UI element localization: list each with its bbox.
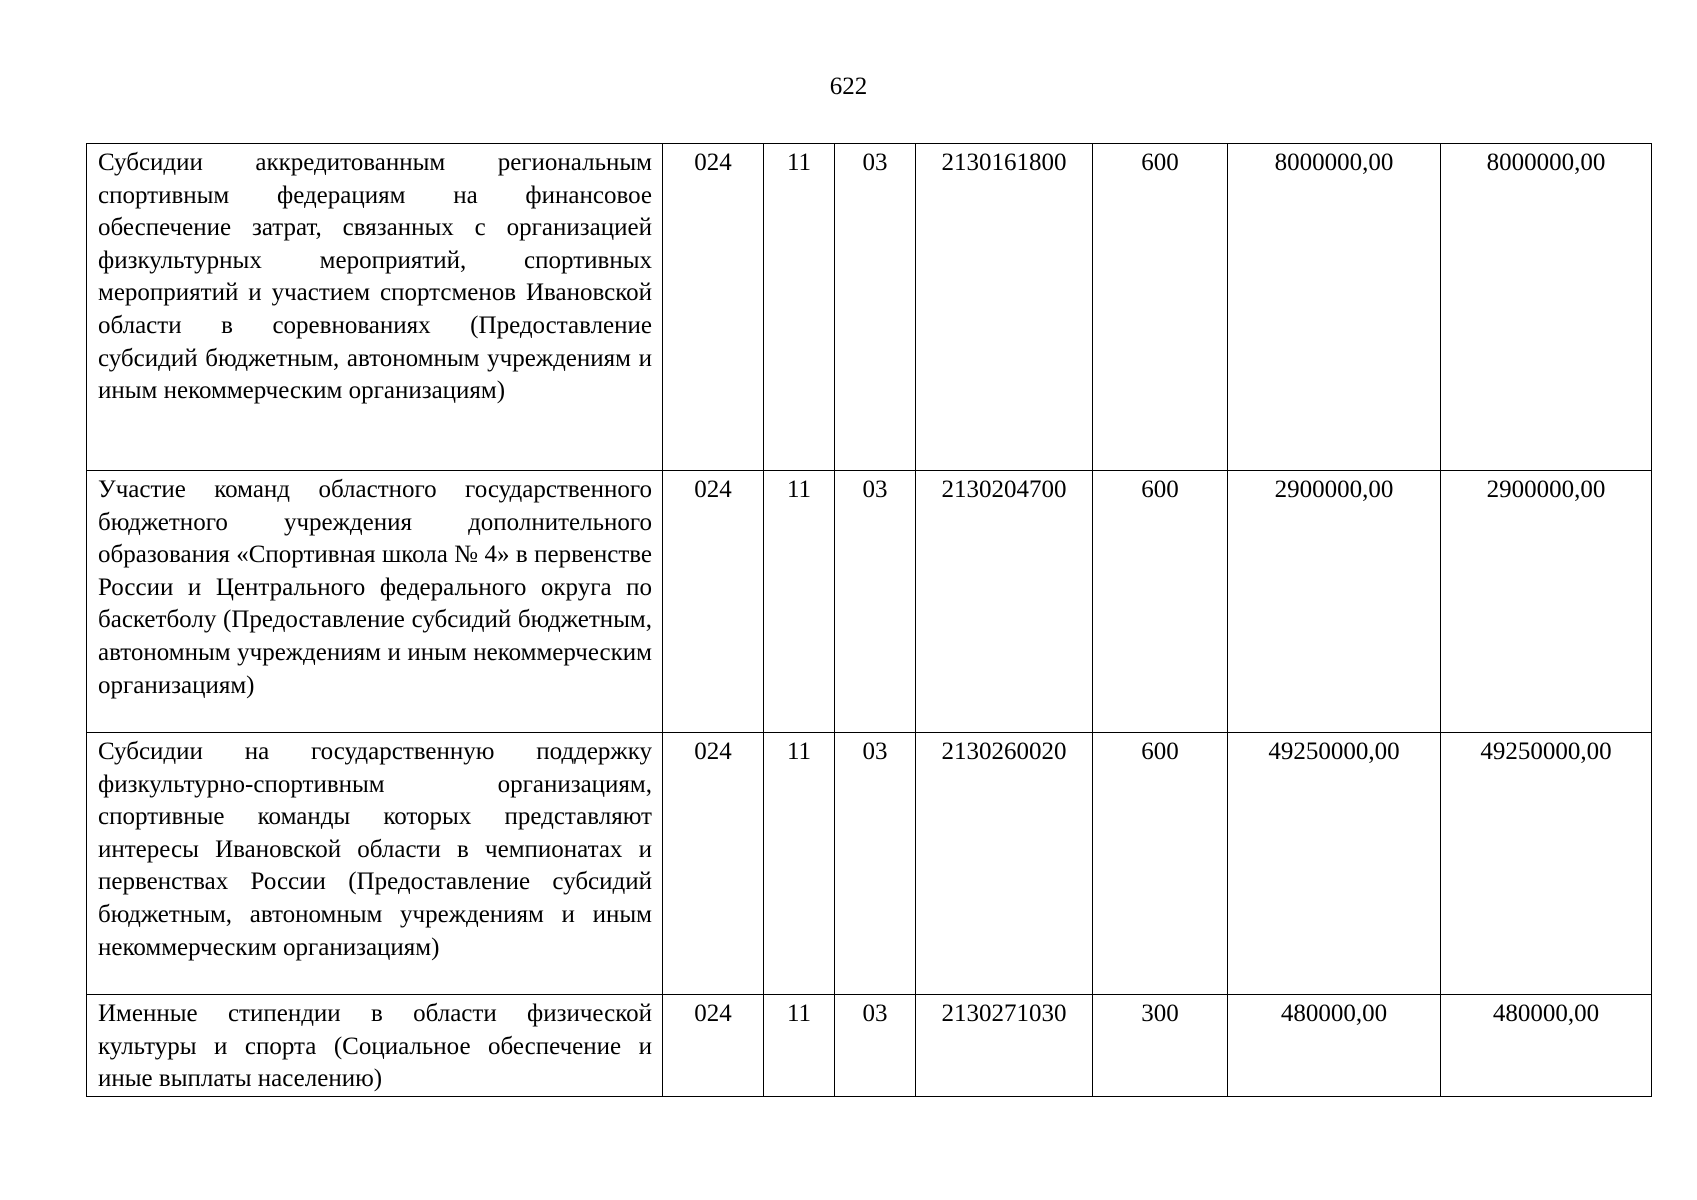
section-cell: 11: [764, 733, 835, 995]
ministry-code-cell: 024: [663, 733, 764, 995]
amount-2-cell: 49250000,00: [1441, 733, 1652, 995]
section-cell: 11: [764, 995, 835, 1097]
ministry-code-cell: 024: [663, 471, 764, 733]
row-description: Субсидии аккредитованным региональным спортивным федерациям на финансовое обеспечение затрат, связанных с организацией физкультурных мероприятий, спортивных мероприятий и участием спортсменов Ивановской области в соревнованиях (Предоставление субсидий бюджетным, автономным учреждениям и иным некоммерческим организациям): [87, 144, 663, 471]
row-description: Субсидии на государственную поддержку физкультурно-спортивным организациям, спортивные команды которых представляют интересы Ивановской области в чемпионатах и первенствах России (Предоставление субсидий бюджетным, автономным учреждениям и иным некоммерческим организациям): [87, 733, 663, 995]
table-row: [87, 144, 1652, 471]
expense-type-cell: 600: [1093, 733, 1228, 995]
section-cell: 11: [764, 144, 835, 471]
page-number: 622: [829, 73, 868, 100]
amount-1-cell: 480000,00: [1228, 995, 1441, 1097]
table-row: [87, 733, 1652, 995]
table-row: [87, 995, 1652, 1097]
target-article-cell: 2130271030: [916, 995, 1093, 1097]
row-description: Участие команд областного государственного бюджетного учреждения дополнительного образования «Спортивная школа № 4» в первенстве России и Центрального федерального округа по баскетболу (Предоставление субсидий бюджетным, автономным учреждениям и иным некоммерческим организациям): [87, 471, 663, 733]
target-article-cell: 2130204700: [916, 471, 1093, 733]
section-cell: 11: [764, 471, 835, 733]
amount-1-cell: 8000000,00: [1228, 144, 1441, 471]
budget-table: [86, 143, 1652, 1097]
expense-type-cell: 600: [1093, 471, 1228, 733]
expense-type-cell: 300: [1093, 995, 1228, 1097]
row-description: Именные стипендии в области физической культуры и спорта (Социальное обеспечение и иные выплаты населению): [87, 995, 663, 1097]
amount-2-cell: 8000000,00: [1441, 144, 1652, 471]
amount-2-cell: 480000,00: [1441, 995, 1652, 1097]
amount-1-cell: 49250000,00: [1228, 733, 1441, 995]
subsection-cell: 03: [835, 995, 916, 1097]
amount-2-cell: 2900000,00: [1441, 471, 1652, 733]
target-article-cell: 2130161800: [916, 144, 1093, 471]
ministry-code-cell: 024: [663, 995, 764, 1097]
subsection-cell: 03: [835, 144, 916, 471]
ministry-code-cell: 024: [663, 144, 764, 471]
subsection-cell: 03: [835, 733, 916, 995]
table-row: [87, 471, 1652, 733]
subsection-cell: 03: [835, 471, 916, 733]
expense-type-cell: 600: [1093, 144, 1228, 471]
target-article-cell: 2130260020: [916, 733, 1093, 995]
amount-1-cell: 2900000,00: [1228, 471, 1441, 733]
